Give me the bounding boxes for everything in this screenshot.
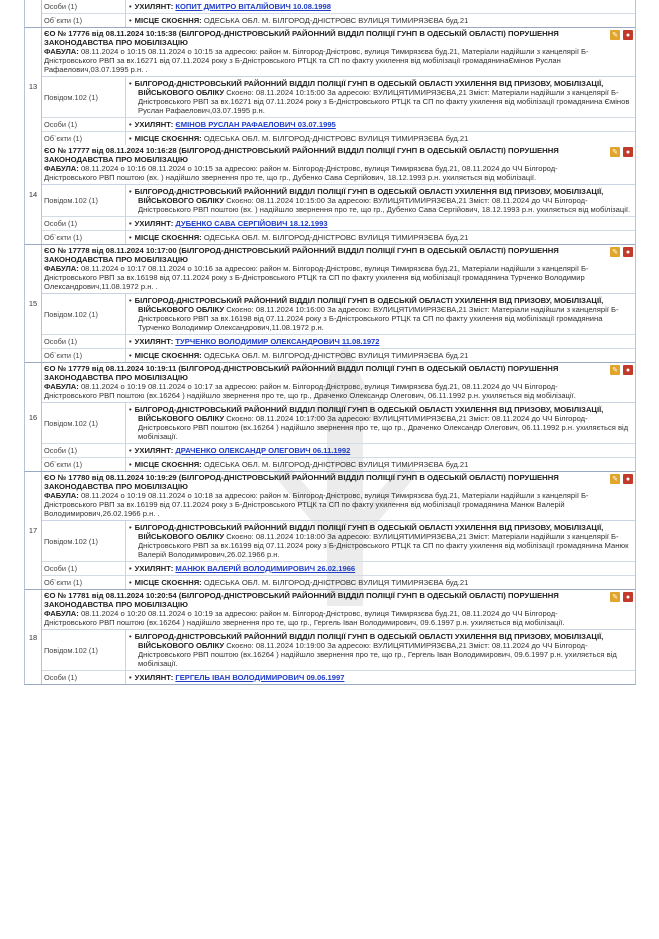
record [24, 590, 636, 685]
message-time: Скоєно: 08.11.2024 10:15:00 За адресою: ВУЛИЦЯТИМИРЯЗЄВА,21 Зміст: [226, 196, 490, 205]
message-header: БІЛГОРОД-ДНІСТРОВСЬКИЙ РАЙОННИЙ ВІДДІЛ ПОЛІЦІЇ ГУНП В ОДЕСЬКІЙ ОБЛАСТІ УХИЛЕННЯ ВІД ПРИЗОВУ, МОБІЛІЗАЦІЇ, ВІЙСЬКОВОГО ОБЛІКУ [134, 632, 604, 650]
record-header [42, 245, 635, 294]
evader-prefix: УХИЛЯНТ: [134, 673, 174, 682]
message-body: Матеріали надійшли з канцелярії Б-Дністровського РВП за вх.16271 від 07.11.2024 року з Б-Дністровського РТЦК та СП по факту ухилення від мобілізації громадянина Ємінов Руслан Рафаелович,03.07.1995 р.н. [138, 88, 630, 115]
persons-row: Особи (1) • УХИЛЯНТ: КОПИТ ДМИТРО ВІТАЛІЙОВИЧ 10.08.1998 [42, 0, 635, 14]
message-time: Скоєно: 08.11.2024 10:19:00 За адресою: ВУЛИЦЯТИМИРЯЗЄВА,21 Зміст: [226, 641, 490, 650]
persons-row: Особи (1) • УХИЛЯНТ: МАНЮК ВАЛЕРІЙ ВОЛОДИМИРОВИЧ 26.02.1966 [42, 562, 635, 576]
evader-link[interactable]: ДУБЕНКО САВА СЕРГІЙОВИЧ 18.12.1993 [175, 219, 328, 228]
message-label[interactable]: Повідом.102 (1) [42, 521, 126, 561]
fabula-text: 08.11.2024 о 10:20 08.11.2024 о 10:19 за адресою: район м. Білгород-Дністровс, вулиця Тимирязєва буд.21, 08.11.2024 до ЧЧ Білгород-Дністровського РВП поштою (вх.16264 ) надійшло звернення про те, що гр., Гергель Іван Володимирович, 09.6.1997 р.н. ухиляється від мобілізації. [44, 609, 565, 627]
fabula-prefix: ФАБУЛА: [44, 609, 79, 618]
evader-link[interactable]: ДРАЧЕНКО ОЛЕКСАНДР ОЛЕГОВИЧ 06.11.1992 [175, 446, 351, 455]
evader-link[interactable]: КОПИТ ДМИТРО ВІТАЛІЙОВИЧ 10.08.1998 [175, 2, 331, 11]
objects-row: Об`єкти (1) • МІСЦЕ СКОЄННЯ: ОДЕСЬКА ОБЛ. М. БІЛГОРОД-ДНІСТРОВС ВУЛИЦЯ ТИМИРЯЗЄВА буд.21 [44, 233, 469, 242]
message-row: Повідом.102 (1) • БІЛГОРОД-ДНІСТРОВСЬКИЙ РАЙОННИЙ ВІДДІЛ ПОЛІЦІЇ ГУНП В ОДЕСЬКІЙ ОБЛАСТІ УХИЛЕННЯ ВІД ПРИЗОВУ, МОБІЛІЗАЦІЇ, ВІЙСЬКОВОГО ОБЛІКУ Скоєно: 08.11.2024 10:15:00 За адресою: ВУЛИЦЯТИМИРЯЗЄВА,21 Зміст: 08.11.2024 до ЧЧ Білгород-Дністровського РВП поштою (вх. ) надійшло звернення про те, що гр., Дубенко Сава Сергійович, 18.12.1993 р.н. ухиляється від мобілізації. [42, 185, 635, 217]
objects-row: Об`єкти (1) • МІСЦЕ СКОЄННЯ: ОДЕСЬКА ОБЛ. М. БІЛГОРОД-ДНІСТРОВС ВУЛИЦЯ ТИМИРЯЗЄВА буд.21 [44, 16, 469, 25]
record-number: 13 [25, 28, 42, 145]
document-icon[interactable]: ✎ [610, 474, 620, 484]
record-number: 17 [25, 472, 42, 589]
alert-icon[interactable]: ● [623, 247, 633, 257]
alert-icon[interactable]: ● [623, 30, 633, 40]
fabula-text: 08.11.2024 о 10:17 08.11.2024 о 10:16 за адресою: район м. Білгород-Дністровс, вулиця Тимирязєва буд.21, Матеріали надійшли з канцелярії Б-Дністровського РВП за вх.16198 від 07.11.2024 року з Б-Дністровського РТЦК та СП по факту ухилення від мобілізації громадянина Турченко Володимир Олександрович,11.08.1972 р.н. . [44, 264, 589, 291]
alert-icon[interactable]: ● [623, 592, 633, 602]
record-fabula [44, 47, 603, 74]
document-icon[interactable]: ✎ [610, 592, 620, 602]
record-title[interactable]: ЄО № 17779 від 08.11.2024 10:19:11 (БІЛГОРОД-ДНІСТРОВСЬКИЙ РАЙОННИЙ ВІДДІЛ ПОЛІЦІЇ ГУНП В ОДЕСЬКІЙ ОБЛАСТІ) ПОРУШЕННЯ ЗАКОНОДАВСТВА ПРО МОБІЛІЗАЦІЮ [44, 364, 559, 382]
alert-icon[interactable]: ● [623, 474, 633, 484]
record-fabula [44, 491, 603, 518]
fabula-prefix: ФАБУЛА: [44, 264, 79, 273]
evader-link[interactable]: ЄМІНОВ РУСЛАН РАФАЕЛОВИЧ 03.07.1995 [175, 120, 336, 129]
record [24, 28, 636, 145]
place-value: ОДЕСЬКА ОБЛ. М. БІЛГОРОД-ДНІСТРОВС ВУЛИЦЯ ТИМИРЯЗЄВА буд.21 [203, 233, 469, 242]
message-label[interactable]: Повідом.102 (1) [42, 185, 126, 216]
message-header: БІЛГОРОД-ДНІСТРОВСЬКИЙ РАЙОННИЙ ВІДДІЛ ПОЛІЦІЇ ГУНП В ОДЕСЬКІЙ ОБЛАСТІ УХИЛЕННЯ ВІД ПРИЗОВУ, МОБІЛІЗАЦІЇ, ВІЙСЬКОВОГО ОБЛІКУ [134, 187, 604, 205]
place-prefix: МІСЦЕ СКОЄННЯ: [134, 134, 202, 143]
place-prefix: МІСЦЕ СКОЄННЯ: [134, 351, 202, 360]
record [24, 245, 636, 363]
record-title[interactable]: ЄО № 17776 від 08.11.2024 10:15:38 (БІЛГОРОД-ДНІСТРОВСЬКИЙ РАЙОННИЙ ВІДДІЛ ПОЛІЦІЇ ГУНП В ОДЕСЬКІЙ ОБЛАСТІ) ПОРУШЕННЯ ЗАКОНОДАВСТВА ПРО МОБІЛІЗАЦІЮ [44, 29, 559, 47]
record-header [42, 590, 635, 630]
message-row: Повідом.102 (1) • БІЛГОРОД-ДНІСТРОВСЬКИЙ РАЙОННИЙ ВІДДІЛ ПОЛІЦІЇ ГУНП В ОДЕСЬКІЙ ОБЛАСТІ УХИЛЕННЯ ВІД ПРИЗОВУ, МОБІЛІЗАЦІЇ, ВІЙСЬКОВОГО ОБЛІКУ Скоєно: 08.11.2024 10:17:00 За адресою: ВУЛИЦЯТИМИРЯЗЄВА,21 Зміст: 08.11.2024 до ЧЧ Білгород-Дністровського РВП поштою (вх.16264 ) надійшло звернення про те, що гр., Драченко Олександр Олегович, 06.11.1992 р.н. ухиляється від мобілізації. [42, 403, 635, 444]
objects-label[interactable]: Об`єкти (1) [42, 132, 126, 145]
message-label[interactable]: Повідом.102 (1) [42, 403, 126, 443]
message-row: Повідом.102 (1) • БІЛГОРОД-ДНІСТРОВСЬКИЙ РАЙОННИЙ ВІДДІЛ ПОЛІЦІЇ ГУНП В ОДЕСЬКІЙ ОБЛАСТІ УХИЛЕННЯ ВІД ПРИЗОВУ, МОБІЛІЗАЦІЇ, ВІЙСЬКОВОГО ОБЛІКУ Скоєно: 08.11.2024 10:19:00 За адресою: ВУЛИЦЯТИМИРЯЗЄВА,21 Зміст: 08.11.2024 до ЧЧ Білгород-Дністровського РВП поштою (вх.16264 ) надійшло звернення про те, що гр., Гергель Іван Володимирович, 09.6.1997 р.н. ухиляється від мобілізації. [42, 630, 635, 671]
message-body: 08.11.2024 до ЧЧ Білгород-Дністровського РВП поштою (вх.16264 ) надійшло звернення про те, що гр., Гергель Іван Володимирович, 09.6.1997 р.н. ухиляється від мобілізації. [138, 641, 617, 668]
place-value: ОДЕСЬКА ОБЛ. М. БІЛГОРОД-ДНІСТРОВС ВУЛИЦЯ ТИМИРЯЗЄВА буд.21 [203, 134, 469, 143]
place-value: ОДЕСЬКА ОБЛ. М. БІЛГОРОД-ДНІСТРОВС ВУЛИЦЯ ТИМИРЯЗЄВА буд.21 [203, 578, 469, 587]
fabula-prefix: ФАБУЛА: [44, 382, 79, 391]
objects-row: Об`єкти (1) • МІСЦЕ СКОЄННЯ: ОДЕСЬКА ОБЛ. М. БІЛГОРОД-ДНІСТРОВС ВУЛИЦЯ ТИМИРЯЗЄВА буд.21 [44, 351, 469, 360]
document-icon[interactable]: ✎ [610, 30, 620, 40]
message-label[interactable]: Повідом.102 (1) [42, 294, 126, 334]
fabula-text: 08.11.2024 о 10:15 08.11.2024 о 10:15 за адресою: район м. Білгород-Дністровс, вулиця Тимирязєва буд.21, Матеріали надійшли з канцелярії Б-Дністровського РВП за вх.16271 від 07.11.2024 року з Б-Дністровського РТЦК та СП по факту ухилення від мобілізації громадянинаЄмінов Руслан Рафаелович,03.07.1995 р.н. . [44, 47, 589, 74]
record [24, 472, 636, 590]
message-time: Скоєно: 08.11.2024 10:18:00 За адресою: ВУЛИЦЯТИМИРЯЗЄВА,21 Зміст: [226, 532, 490, 541]
record-title[interactable]: ЄО № 17781 від 08.11.2024 10:20:54 (БІЛГОРОД-ДНІСТРОВСЬКИЙ РАЙОННИЙ ВІДДІЛ ПОЛІЦІЇ ГУНП В ОДЕСЬКІЙ ОБЛАСТІ) ПОРУШЕННЯ ЗАКОНОДАВСТВА ПРО МОБІЛІЗАЦІЮ [44, 591, 559, 609]
record-fabula [44, 382, 603, 400]
persons-label[interactable]: Особи (1) [42, 118, 126, 131]
record-number: 15 [25, 245, 42, 362]
persons-row: Особи (1) • УХИЛЯНТ: ГЕРГЕЛЬ ІВАН ВОЛОДИМИРОВИЧ 09.06.1997 [44, 673, 345, 682]
message-header: БІЛГОРОД-ДНІСТРОВСЬКИЙ РАЙОННИЙ ВІДДІЛ ПОЛІЦІЇ ГУНП В ОДЕСЬКІЙ ОБЛАСТІ УХИЛЕННЯ ВІД ПРИЗОВУ, МОБІЛІЗАЦІЇ, ВІЙСЬКОВОГО ОБЛІКУ [134, 523, 604, 541]
evader-prefix: УХИЛЯНТ: [134, 2, 174, 11]
evader-link[interactable]: МАНЮК ВАЛЕРІЙ ВОЛОДИМИРОВИЧ 26.02.1966 [175, 564, 356, 573]
place-value: ОДЕСЬКА ОБЛ. М. БІЛГОРОД-ДНІСТРОВС ВУЛИЦЯ ТИМИРЯЗЄВА буд.21 [203, 460, 469, 469]
objects-row: Об`єкти (1) • МІСЦЕ СКОЄННЯ: ОДЕСЬКА ОБЛ. М. БІЛГОРОД-ДНІСТРОВС ВУЛИЦЯ ТИМИРЯЗЄВА буд.21 [44, 460, 469, 469]
record-header [42, 472, 635, 521]
objects-label[interactable]: Об`єкти (1) [42, 458, 126, 471]
evader-prefix: УХИЛЯНТ: [134, 564, 174, 573]
place-value: ОДЕСЬКА ОБЛ. М. БІЛГОРОД-ДНІСТРОВС ВУЛИЦЯ ТИМИРЯЗЄВА буд.21 [203, 351, 469, 360]
objects-label[interactable]: Об`єкти (1) [42, 231, 126, 244]
objects-label[interactable]: Об`єкти (1) [42, 349, 126, 362]
fabula-text: 08.11.2024 о 10:16 08.11.2024 о 10:15 за адресою: район м. Білгород-Дністровс, вулиця Тимирязєва буд.21, 08.11.2024 до ЧЧ Білгород-Дністровського РВП поштою (вх. ) надійшло звернення про те, що гр., Дубенко Сава Сергійович, 18.12.1993 р.н. ухиляється від мобілізації. [44, 164, 558, 182]
message-time: Скоєно: 08.11.2024 10:16:00 За адресою: ВУЛИЦЯТИМИРЯЗЄВА,21 Зміст: [226, 305, 490, 314]
evader-prefix: УХИЛЯНТ: [134, 446, 174, 455]
persons-row: Особи (1) • УХИЛЯНТ: ДРАЧЕНКО ОЛЕКСАНДР ОЛЕГОВИЧ 06.11.1992 [42, 444, 635, 458]
fabula-prefix: ФАБУЛА: [44, 491, 79, 500]
persons-label[interactable]: Особи (1) [42, 444, 126, 457]
place-prefix: МІСЦЕ СКОЄННЯ: [134, 460, 202, 469]
evader-link[interactable]: ТУРЧЕНКО ВОЛОДИМИР ОЛЕКСАНДРОВИЧ 11.08.1972 [175, 337, 380, 346]
place-prefix: МІСЦЕ СКОЄННЯ: [134, 578, 202, 587]
persons-label[interactable]: Особи (1) [42, 0, 126, 13]
fabula-text: 08.11.2024 о 10:19 08.11.2024 о 10:18 за адресою: район м. Білгород-Дністровс, вулиця Тимирязєва буд.21, Матеріали надійшли з канцелярії Б-Дністровського РВП за вх.16199 від 07.11.2024 року з Б-Дністровського РТЦК та СП по факту ухилення від мобілізації громадянина Манюк Валерій Володимирович,26.02.1966 р.н. . [44, 491, 589, 518]
document-icon[interactable]: ✎ [610, 247, 620, 257]
record-title[interactable]: ЄО № 17777 від 08.11.2024 10:16:28 (БІЛГОРОД-ДНІСТРОВСЬКИЙ РАЙОННИЙ ВІДДІЛ ПОЛІЦІЇ ГУНП В ОДЕСЬКІЙ ОБЛАСТІ) ПОРУШЕННЯ ЗАКОНОДАВСТВА ПРО МОБІЛІЗАЦІЮ [44, 146, 559, 164]
record [24, 145, 636, 245]
message-header: БІЛГОРОД-ДНІСТРОВСЬКИЙ РАЙОННИЙ ВІДДІЛ ПОЛІЦІЇ ГУНП В ОДЕСЬКІЙ ОБЛАСТІ УХИЛЕННЯ ВІД ПРИЗОВУ, МОБІЛІЗАЦІЇ, ВІЙСЬКОВОГО ОБЛІКУ [134, 296, 604, 314]
record [24, 363, 636, 472]
record-number: 16 [25, 363, 42, 471]
fabula-text: 08.11.2024 о 10:19 08.11.2024 о 10:17 за адресою: район м. Білгород-Дністровс, вулиця Тимирязєва буд.21, 08.11.2024 до ЧЧ Білгород-Дністровського РВП поштою (вх.16264 ) надійшло звернення про те, що гр., Драченко Олександр Олегович, 06.11.1992 р.н. ухиляється від мобілізації. [44, 382, 576, 400]
objects-row: Об`єкти (1) • МІСЦЕ СКОЄННЯ: ОДЕСЬКА ОБЛ. М. БІЛГОРОД-ДНІСТРОВС ВУЛИЦЯ ТИМИРЯЗЄВА буд.21 [44, 134, 469, 143]
record-header [42, 363, 635, 403]
record-title[interactable]: ЄО № 17778 від 08.11.2024 10:17:00 (БІЛГОРОД-ДНІСТРОВСЬКИЙ РАЙОННИЙ ВІДДІЛ ПОЛІЦІЇ ГУНП В ОДЕСЬКІЙ ОБЛАСТІ) ПОРУШЕННЯ ЗАКОНОДАВСТВА ПРО МОБІЛІЗАЦІЮ [44, 246, 559, 264]
place-prefix: МІСЦЕ СКОЄННЯ: [134, 16, 202, 25]
evader-prefix: УХИЛЯНТ: [134, 337, 174, 346]
alert-icon[interactable]: ● [623, 147, 633, 157]
message-time: Скоєно: 08.11.2024 10:15:00 За адресою: ВУЛИЦЯТИМИРЯЗЄВА,21 Зміст: [226, 88, 490, 97]
persons-label[interactable]: Особи (1) [42, 562, 126, 575]
document-icon[interactable]: ✎ [610, 365, 620, 375]
record-number [25, 0, 42, 27]
place-prefix: МІСЦЕ СКОЄННЯ: [134, 233, 202, 242]
record-fabula [44, 264, 603, 291]
message-row: Повідом.102 (1) • БІЛГОРОД-ДНІСТРОВСЬКИЙ РАЙОННИЙ ВІДДІЛ ПОЛІЦІЇ ГУНП В ОДЕСЬКІЙ ОБЛАСТІ УХИЛЕННЯ ВІД ПРИЗОВУ, МОБІЛІЗАЦІЇ, ВІЙСЬКОВОГО ОБЛІКУ Скоєно: 08.11.2024 10:18:00 За адресою: ВУЛИЦЯТИМИРЯЗЄВА,21 Зміст: Матеріали надійшли з канцелярії Б-Дністровського РВП за вх.16199 від 07.11.2024 року з Б-Дністровського РТЦК та СП по факту ухилення від мобілізації громадянина Манюк Валерій Володимирович,26.02.1966 р.н. [42, 521, 635, 562]
message-header: БІЛГОРОД-ДНІСТРОВСЬКИЙ РАЙОННИЙ ВІДДІЛ ПОЛІЦІЇ ГУНП В ОДЕСЬКІЙ ОБЛАСТІ УХИЛЕННЯ ВІД ПРИЗОВУ, МОБІЛІЗАЦІЇ, ВІЙСЬКОВОГО ОБЛІКУ [134, 405, 604, 423]
message-row: Повідом.102 (1) • БІЛГОРОД-ДНІСТРОВСЬКИЙ РАЙОННИЙ ВІДДІЛ ПОЛІЦІЇ ГУНП В ОДЕСЬКІЙ ОБЛАСТІ УХИЛЕННЯ ВІД ПРИЗОВУ, МОБІЛІЗАЦІЇ, ВІЙСЬКОВОГО ОБЛІКУ Скоєно: 08.11.2024 10:16:00 За адресою: ВУЛИЦЯТИМИРЯЗЄВА,21 Зміст: Матеріали надійшли з канцелярії Б-Дністровського РВП за вх.16198 від 07.11.2024 року з Б-Дністровського РТЦК та СП по факту ухилення від мобілізації громадянина Турченко Володимир Олександрович,11.08.1972 р.н. [42, 294, 635, 335]
message-header: БІЛГОРОД-ДНІСТРОВСЬКИЙ РАЙОННИЙ ВІДДІЛ ПОЛІЦІЇ ГУНП В ОДЕСЬКІЙ ОБЛАСТІ УХИЛЕННЯ ВІД ПРИЗОВУ, МОБІЛІЗАЦІЇ, ВІЙСЬКОВОГО ОБЛІКУ [134, 79, 604, 97]
persons-label[interactable]: Особи (1) [42, 671, 126, 684]
persons-label[interactable]: Особи (1) [42, 335, 126, 348]
record-header [42, 28, 635, 77]
message-body: 08.11.2024 до ЧЧ Білгород-Дністровського РВП поштою (вх.16264 ) надійшло звернення про те, що гр., Драченко Олександр Олегович, 06.11.1992 р.н. ухиляється від мобілізації. [138, 414, 629, 441]
persons-row: Особи (1) • УХИЛЯНТ: ЄМІНОВ РУСЛАН РАФАЕЛОВИЧ 03.07.1995 [42, 118, 635, 132]
message-body: Матеріали надійшли з канцелярії Б-Дністровського РВП за вх.16198 від 07.11.2024 року з Б-Дністровського РТЦК та СП по факту ухилення від мобілізації громадянина Турченко Володимир Олександрович,11.08.1972 р.н. [138, 305, 619, 332]
fabula-prefix: ФАБУЛА: [44, 164, 79, 173]
objects-row: Об`єкти (1) • МІСЦЕ СКОЄННЯ: ОДЕСЬКА ОБЛ. М. БІЛГОРОД-ДНІСТРОВС ВУЛИЦЯ ТИМИРЯЗЄВА буд.21 [44, 578, 469, 587]
persons-row: Особи (1) • УХИЛЯНТ: ДУБЕНКО САВА СЕРГІЙОВИЧ 18.12.1993 [42, 217, 635, 231]
fabula-prefix: ФАБУЛА: [44, 47, 79, 56]
record-fabula [44, 609, 603, 627]
message-row: Повідом.102 (1) • БІЛГОРОД-ДНІСТРОВСЬКИЙ РАЙОННИЙ ВІДДІЛ ПОЛІЦІЇ ГУНП В ОДЕСЬКІЙ ОБЛАСТІ УХИЛЕННЯ ВІД ПРИЗОВУ, МОБІЛІЗАЦІЇ, ВІЙСЬКОВОГО ОБЛІКУ Скоєно: 08.11.2024 10:15:00 За адресою: ВУЛИЦЯТИМИРЯЗЄВА,21 Зміст: Матеріали надійшли з канцелярії Б-Дністровського РВП за вх.16271 від 07.11.2024 року з Б-Дністровського РТЦК та СП по факту ухилення від мобілізації громадянина Ємінов Руслан Рафаелович,03.07.1995 р.н. [42, 77, 635, 118]
record-title[interactable]: ЄО № 17780 від 08.11.2024 10:19:29 (БІЛГОРОД-ДНІСТРОВСЬКИЙ РАЙОННИЙ ВІДДІЛ ПОЛІЦІЇ ГУНП В ОДЕСЬКІЙ ОБЛАСТІ) ПОРУШЕННЯ ЗАКОНОДАВСТВА ПРО МОБІЛІЗАЦІЮ [44, 473, 559, 491]
record-fabula [44, 164, 603, 182]
message-label[interactable]: Повідом.102 (1) [42, 77, 126, 117]
document-icon[interactable]: ✎ [610, 147, 620, 157]
persons-row: Особи (1) • УХИЛЯНТ: ТУРЧЕНКО ВОЛОДИМИР ОЛЕКСАНДРОВИЧ 11.08.1972 [42, 335, 635, 349]
records-table [24, 0, 636, 685]
place-value: ОДЕСЬКА ОБЛ. М. БІЛГОРОД-ДНІСТРОВС ВУЛИЦЯ ТИМИРЯЗЄВА буд.21 [203, 16, 469, 25]
record-header [42, 145, 635, 185]
message-body: Матеріали надійшли з канцелярії Б-Дністровського РВП за вх.16199 від 07.11.2024 року з Б-Дністровського РТЦК та СП по факту ухилення від мобілізації громадянина Манюк Валерій Володимирович,26.02.1966 р.н. [138, 532, 629, 559]
evader-link[interactable]: ГЕРГЕЛЬ ІВАН ВОЛОДИМИРОВИЧ 09.06.1997 [175, 673, 345, 682]
alert-icon[interactable]: ● [623, 365, 633, 375]
record-number: 14 [25, 145, 42, 244]
evader-prefix: УХИЛЯНТ: [134, 120, 174, 129]
record-number: 18 [25, 590, 42, 684]
message-body: 08.11.2024 до ЧЧ Білгород-Дністровського РВП поштою (вх. ) надійшло звернення про те, що гр., Дубенко Сава Сергійович, 18.12.1993 р.н. ухиляється від мобілізації. [138, 196, 631, 214]
objects-label[interactable]: Об`єкти (1) [42, 576, 126, 589]
objects-label[interactable]: Об`єкти (1) [42, 14, 126, 27]
message-label[interactable]: Повідом.102 (1) [42, 630, 126, 670]
persons-label[interactable]: Особи (1) [42, 217, 126, 230]
evader-prefix: УХИЛЯНТ: [134, 219, 174, 228]
message-time: Скоєно: 08.11.2024 10:17:00 За адресою: ВУЛИЦЯТИМИРЯЗЄВА,21 Зміст: [226, 414, 490, 423]
record-partial-top [24, 0, 636, 28]
